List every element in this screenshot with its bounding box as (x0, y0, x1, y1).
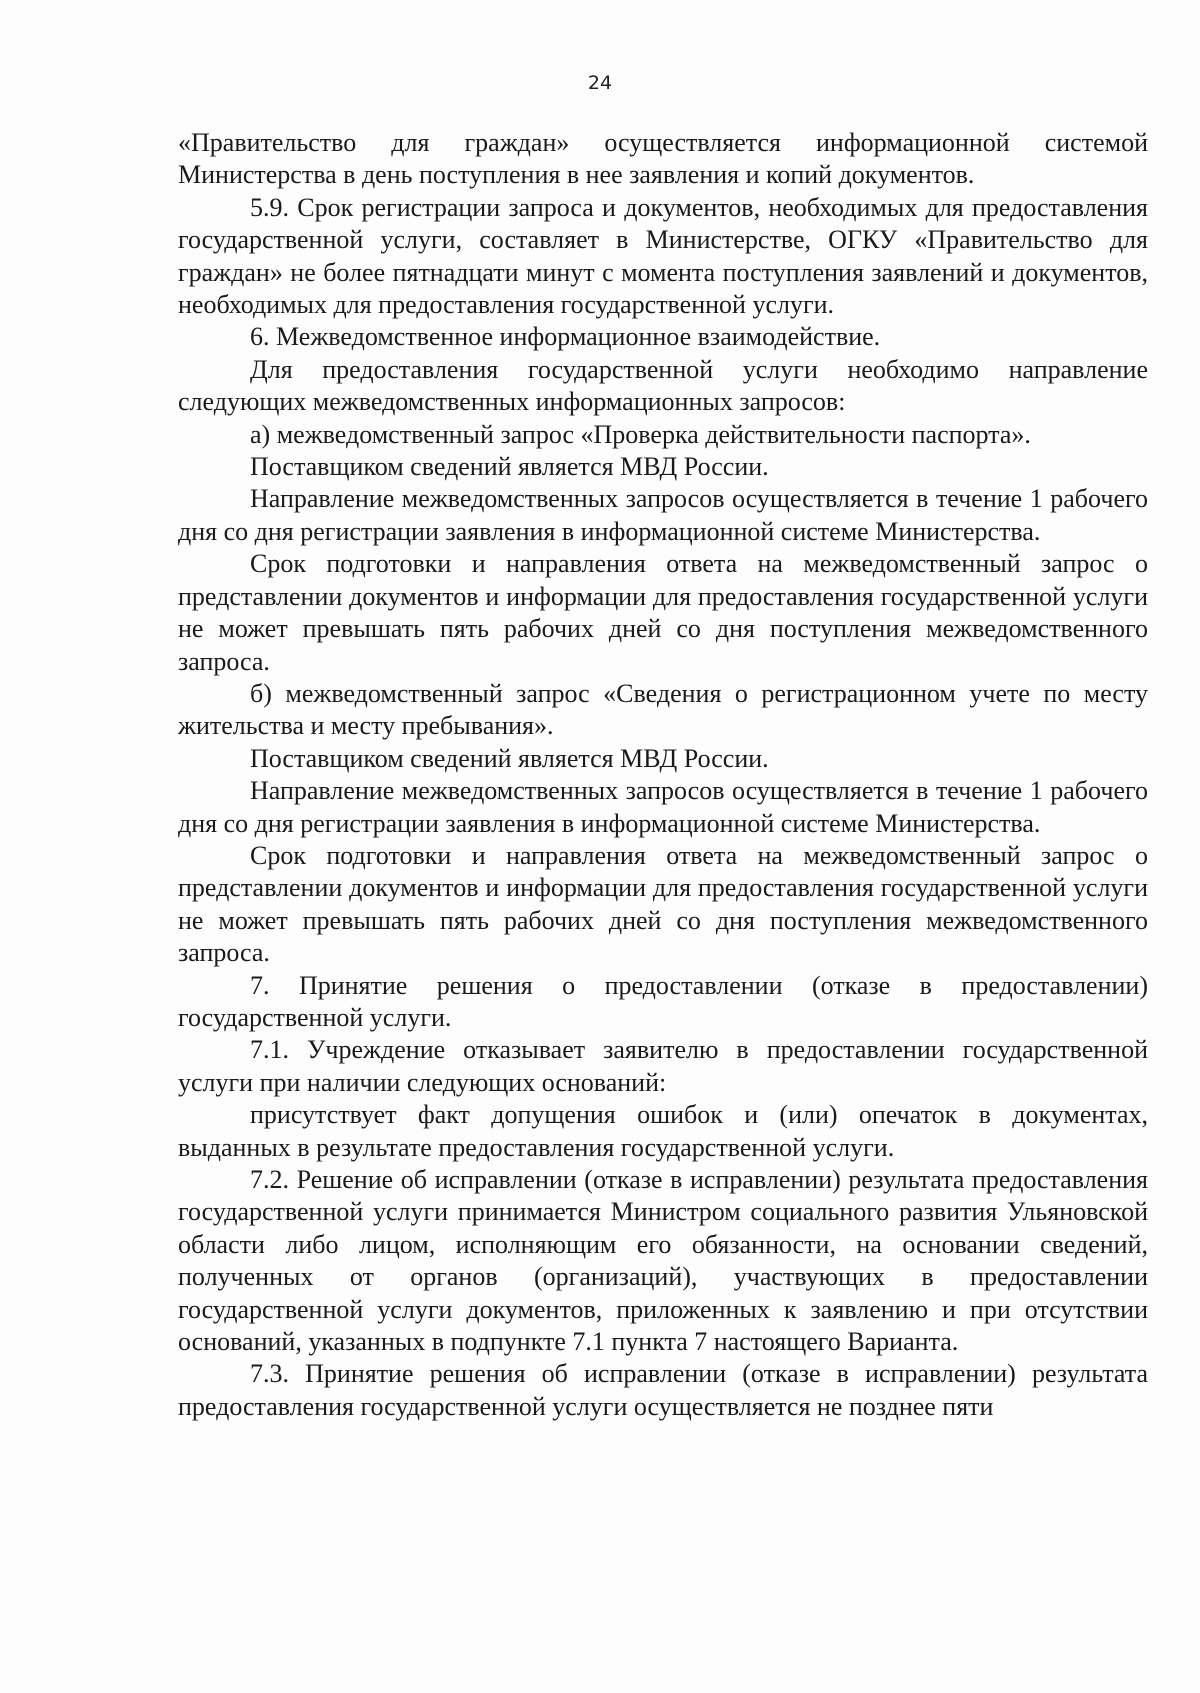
paragraph: «Правительство для граждан» осуществляется информационной системой Министерства в день поступления в нее заявления и копий документов. (178, 128, 1148, 190)
paragraph: Срок подготовки и направления ответа на межведомственный запрос о представлении документов и информации для предоставления государственной услуги не может превышать пять рабочих дней со дня поступления межведомственного запроса. (178, 549, 1148, 676)
page-number: 24 (587, 72, 613, 94)
paragraph: Для предоставления государственной услуги необходимо направление следующих межведомственных информационных запросов: (178, 354, 1148, 417)
paragraph: 5.9. Срок регистрации запроса и документов, необходимых для предоставления государственной услуги, составляет в Министерстве, ОГКУ «Правительство для граждан» не более пятнадцати минут с момента поступления заявлений и документов, необходимых для предоставления государственной услуги. (178, 192, 1148, 320)
paragraph: присутствует факт допущения ошибок и (или) опечаток в документах, выданных в результате предоставления государственной услуги. (178, 1100, 1148, 1162)
paragraph: Направление межведомственных запросов осуществляется в течение 1 рабочего дня со дня регистрации заявления в информационной системе Министерства. (178, 484, 1148, 546)
paragraph: Срок подготовки и направления ответа на межведомственный запрос о представлении документов и информации для предоставления государственной услуги не может превышать пять рабочих дней со дня поступления межведомственного запроса. (178, 840, 1148, 968)
paragraph: 7.2. Решение об исправлении (отказе в исправлении) результата предоставления государственной услуги принимается Министром социального развития Ульяновской области либо лицом, исполняющим его обязанности, на основании сведений, полученных от органов (организаций), участвующих в предоставлении государственной услуги документов, приложенных к заявлению и при отсутствии оснований, указанных в подпункте 7.1 пункта 7 настоящего Варианта. (178, 1165, 1148, 1357)
paragraph: а) межведомственный запрос «Проверка действительности паспорта». (250, 419, 1031, 449)
document-body (178, 127, 1148, 1423)
paragraph: 7.3. Принятие решения об исправлении (отказе в исправлении) результата предоставления государственной услуги осуществляется не позднее пяти (178, 1359, 1148, 1421)
paragraph: 6. Межведомственное информационное взаимодействие. (250, 322, 881, 352)
paragraph: 7.1. Учреждение отказывает заявителю в предоставлении государственной услуги при наличии следующих оснований: (178, 1035, 1148, 1097)
paragraph: б) межведомственный запрос «Сведения о регистрационном учете по месту жительства и месту пребывания». (178, 678, 1148, 741)
paragraph: 7. Принятие решения о предоставлении (отказе в предоставлении) государственной услуги. (178, 970, 1148, 1032)
paragraph: Направление межведомственных запросов осуществляется в течение 1 рабочего дня со дня регистрации заявления в информационной системе Министерства. (178, 776, 1148, 838)
paragraph: Поставщиком сведений является МВД России. (250, 452, 769, 482)
paragraph: Поставщиком сведений является МВД России. (250, 743, 769, 773)
